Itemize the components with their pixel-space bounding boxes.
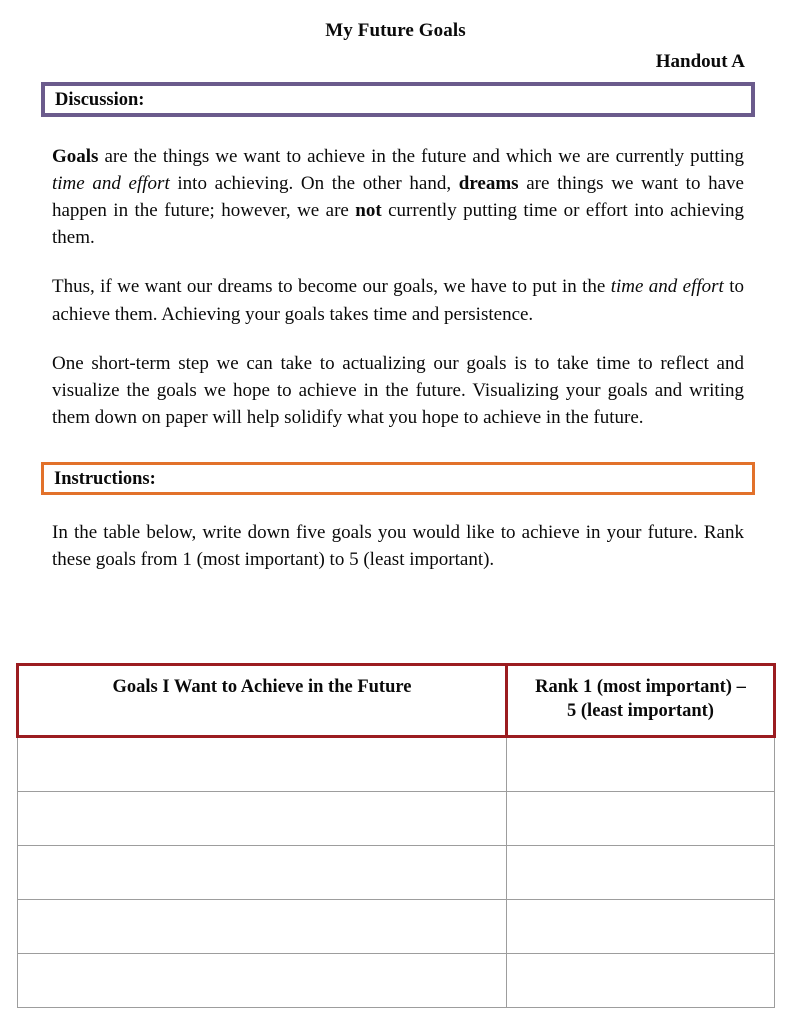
- rank-entry-cell[interactable]: [507, 792, 775, 846]
- dreams-bold-term: dreams: [458, 172, 519, 194]
- goals-bold-term: Goals: [52, 145, 99, 167]
- instructions-body: [52, 495, 744, 573]
- discussion-p1-seg2: are the things we want to achieve in the future and which we are currently putting: [98, 145, 744, 167]
- rank-entry-cell[interactable]: [507, 846, 775, 900]
- page-title: My Future Goals: [325, 20, 466, 41]
- discussion-section-label: Discussion:: [55, 89, 145, 110]
- goal-entry-cell[interactable]: [18, 900, 507, 954]
- goals-table-header: [18, 665, 775, 737]
- goal-entry-cell[interactable]: [18, 792, 507, 846]
- table-row: [18, 900, 775, 954]
- goals-table-container: [16, 663, 773, 1008]
- rank-entry-cell[interactable]: [507, 737, 775, 792]
- table-row: [18, 792, 775, 846]
- rank-entry-cell[interactable]: [507, 900, 775, 954]
- discussion-paragraph-1: [52, 143, 744, 252]
- discussion-p1-seg6: are things we want to have happen in the future; however, we are: [52, 172, 744, 222]
- discussion-p1-seg8: currently putting time or effort into achieving them.: [52, 200, 744, 249]
- table-row: [18, 737, 775, 792]
- table-row: [18, 846, 775, 900]
- goals-table-body: [18, 737, 775, 1008]
- handout-label: Handout A: [655, 50, 745, 72]
- discussion-paragraph-2: [52, 273, 744, 327]
- discussion-p1-seg4: into achieving. On the other hand,: [169, 172, 459, 194]
- discussion-section-box: [41, 82, 755, 117]
- goal-entry-cell[interactable]: [18, 846, 507, 900]
- instructions-paragraph: In the table below, write down five goals you would like to achieve in your future. Rank these goals from 1 (most important) to 5 (least important).: [52, 522, 744, 571]
- instructions-section-box: [41, 462, 755, 495]
- column-header-goal: Goals I Want to Achieve in the Future: [18, 665, 507, 737]
- discussion-p2-seg3: to achieve them. Achieving your goals takes time and persistence.: [52, 276, 744, 325]
- goals-table: [16, 663, 776, 1008]
- discussion-paragraph-3: One short-term step we can take to actualizing our goals is to take time to reflect and visualize the goals we hope to achieve in the future. Visualizing your goals and writing them down on paper will help solidify what you hope to achieve in the future.: [52, 352, 744, 429]
- table-row: [18, 954, 775, 1008]
- table-header-row: [18, 665, 775, 737]
- not-bold-term: not: [355, 200, 382, 222]
- column-header-rank: Rank 1 (most important) – 5 (least important): [507, 665, 775, 737]
- time-and-effort-italic-1: time and effort: [52, 172, 170, 194]
- discussion-body: [52, 117, 744, 431]
- goal-entry-cell[interactable]: [18, 737, 507, 792]
- discussion-p2-seg1: Thus, if we want our dreams to become our goals, we have to put in the: [52, 276, 611, 298]
- goal-entry-cell[interactable]: [18, 954, 507, 1008]
- rank-entry-cell[interactable]: [507, 954, 775, 1008]
- instructions-section-label: Instructions:: [54, 469, 156, 490]
- time-and-effort-italic-2: time and effort: [610, 276, 724, 298]
